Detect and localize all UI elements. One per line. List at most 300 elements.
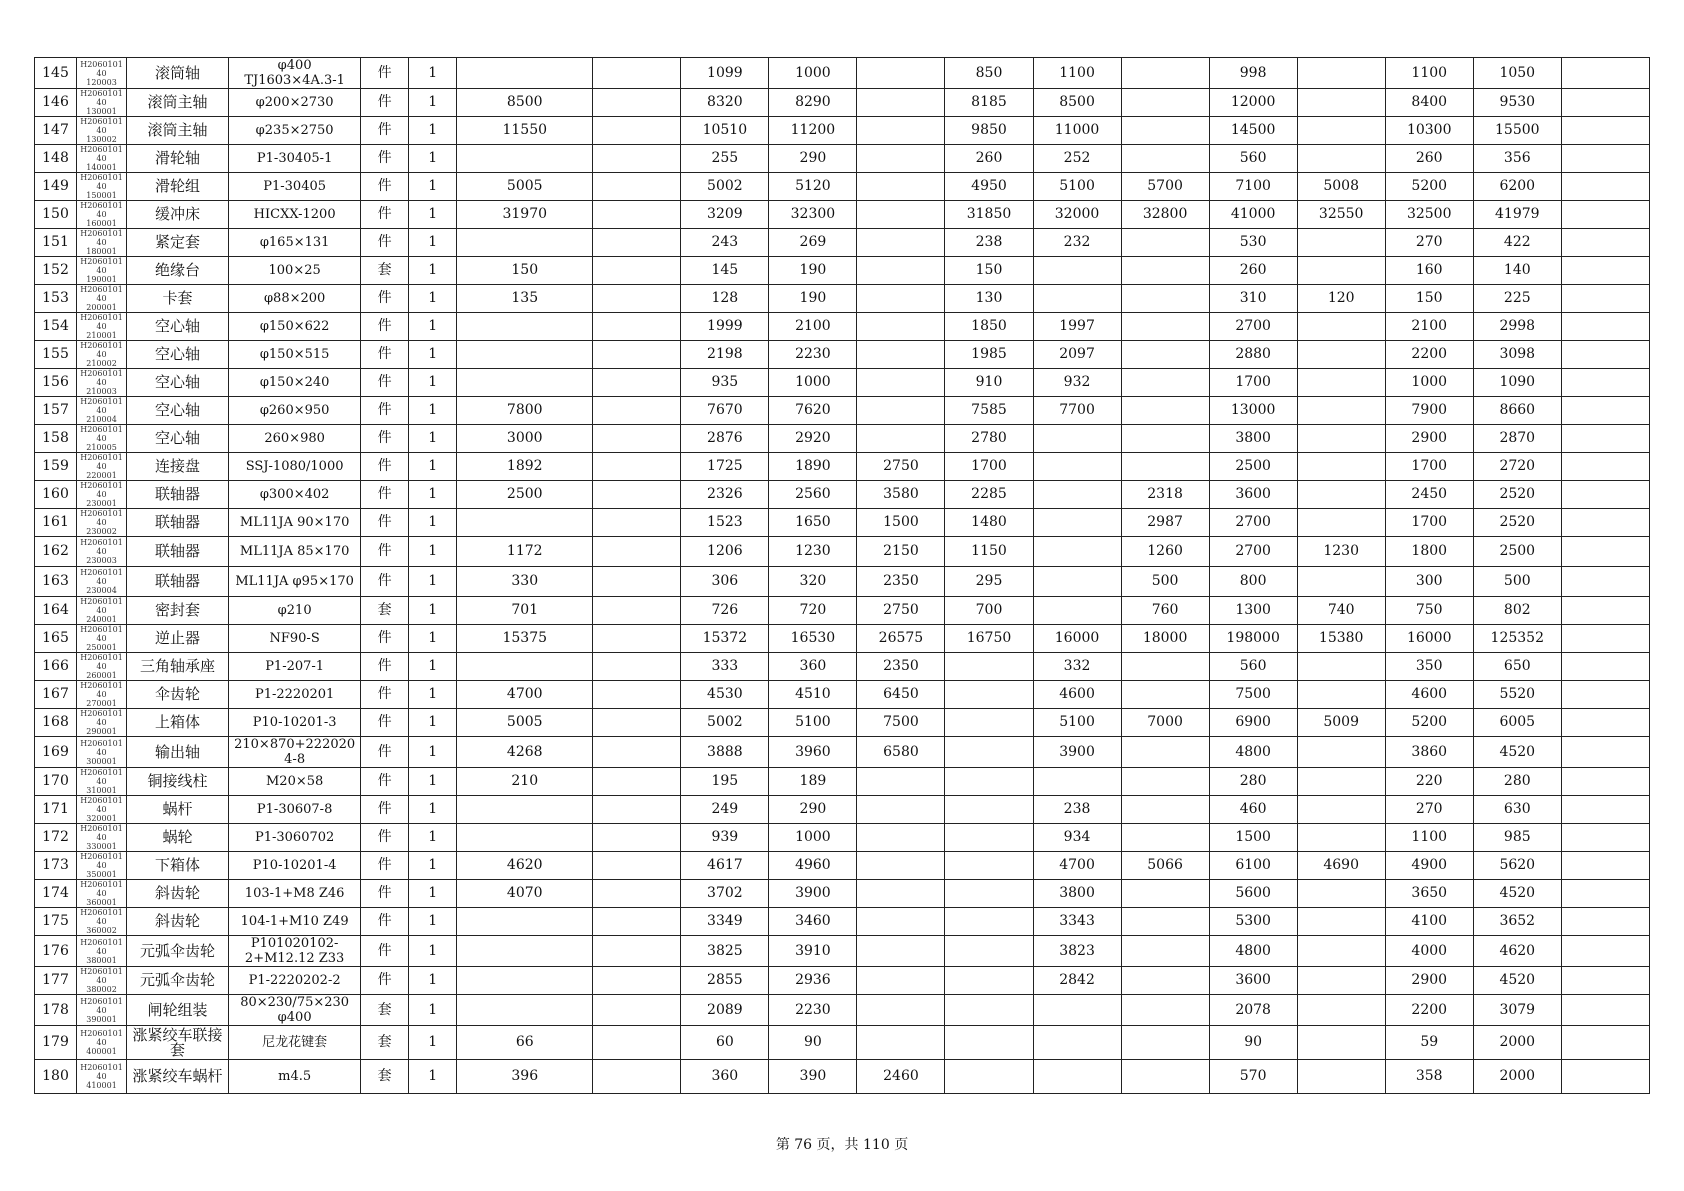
item-spec: φ165×131 bbox=[229, 229, 361, 257]
price-5: 2350 bbox=[857, 567, 945, 597]
price-2 bbox=[593, 796, 681, 824]
price-3: 7670 bbox=[681, 397, 769, 425]
item-spec: P1-2220201 bbox=[229, 681, 361, 709]
price-1: 11550 bbox=[457, 117, 593, 145]
price-7 bbox=[1033, 509, 1121, 537]
price-11: 3860 bbox=[1385, 737, 1473, 768]
item-unit: 件 bbox=[361, 653, 409, 681]
price-7 bbox=[1033, 995, 1121, 1026]
item-spec: P1-30405 bbox=[229, 173, 361, 201]
price-5 bbox=[857, 229, 945, 257]
price-3: 5002 bbox=[681, 709, 769, 737]
row-number: 155 bbox=[35, 341, 77, 369]
price-13 bbox=[1561, 509, 1649, 537]
item-code: H206010140 120003 bbox=[77, 58, 127, 89]
price-7: 3343 bbox=[1033, 908, 1121, 936]
price-11: 10300 bbox=[1385, 117, 1473, 145]
price-12: 4620 bbox=[1473, 936, 1561, 967]
price-5 bbox=[857, 313, 945, 341]
item-qty: 1 bbox=[409, 145, 457, 173]
item-code: H206010140 360001 bbox=[77, 880, 127, 908]
row-number: 179 bbox=[35, 1026, 77, 1060]
price-13 bbox=[1561, 852, 1649, 880]
item-name: 联轴器 bbox=[127, 537, 229, 567]
price-12: 8660 bbox=[1473, 397, 1561, 425]
price-12: 5620 bbox=[1473, 852, 1561, 880]
price-1 bbox=[457, 58, 593, 89]
price-10: 120 bbox=[1297, 285, 1385, 313]
price-2 bbox=[593, 737, 681, 768]
price-1: 2500 bbox=[457, 481, 593, 509]
price-2 bbox=[593, 537, 681, 567]
price-13 bbox=[1561, 313, 1649, 341]
item-name: 涨紧绞车蜗杆 bbox=[127, 1060, 229, 1094]
table-row bbox=[35, 824, 1650, 852]
price-2 bbox=[593, 257, 681, 285]
price-11: 1800 bbox=[1385, 537, 1473, 567]
price-8 bbox=[1121, 425, 1209, 453]
price-4: 3910 bbox=[769, 936, 857, 967]
price-5 bbox=[857, 173, 945, 201]
price-9: 41000 bbox=[1209, 201, 1297, 229]
price-6: 1850 bbox=[945, 313, 1033, 341]
table-row bbox=[35, 653, 1650, 681]
price-5 bbox=[857, 397, 945, 425]
price-3: 2326 bbox=[681, 481, 769, 509]
price-11: 2900 bbox=[1385, 425, 1473, 453]
price-7 bbox=[1033, 1026, 1121, 1060]
price-8 bbox=[1121, 1060, 1209, 1094]
item-unit: 件 bbox=[361, 567, 409, 597]
price-7 bbox=[1033, 257, 1121, 285]
item-qty: 1 bbox=[409, 597, 457, 625]
price-7 bbox=[1033, 425, 1121, 453]
price-1 bbox=[457, 995, 593, 1026]
footer-middle: 页，共 bbox=[816, 1137, 859, 1153]
table-row bbox=[35, 597, 1650, 625]
price-13 bbox=[1561, 201, 1649, 229]
item-name: 绝缘台 bbox=[127, 257, 229, 285]
price-6: 1480 bbox=[945, 509, 1033, 537]
item-qty: 1 bbox=[409, 852, 457, 880]
table-row bbox=[35, 880, 1650, 908]
price-13 bbox=[1561, 1060, 1649, 1094]
price-13 bbox=[1561, 341, 1649, 369]
price-7 bbox=[1033, 537, 1121, 567]
table-body bbox=[35, 58, 1650, 1094]
item-qty: 1 bbox=[409, 768, 457, 796]
table-row bbox=[35, 1026, 1650, 1060]
price-5 bbox=[857, 341, 945, 369]
item-qty: 1 bbox=[409, 481, 457, 509]
price-2 bbox=[593, 625, 681, 653]
item-spec: φ200×2730 bbox=[229, 89, 361, 117]
table-row bbox=[35, 936, 1650, 967]
price-10 bbox=[1297, 58, 1385, 89]
price-3: 333 bbox=[681, 653, 769, 681]
price-3: 935 bbox=[681, 369, 769, 397]
price-6 bbox=[945, 936, 1033, 967]
price-1: 1892 bbox=[457, 453, 593, 481]
item-code: H206010140 240001 bbox=[77, 597, 127, 625]
price-11: 59 bbox=[1385, 1026, 1473, 1060]
price-4: 2230 bbox=[769, 995, 857, 1026]
price-4: 3960 bbox=[769, 737, 857, 768]
price-2 bbox=[593, 709, 681, 737]
price-8 bbox=[1121, 89, 1209, 117]
item-spec: ML11JA 90×170 bbox=[229, 509, 361, 537]
table-row bbox=[35, 313, 1650, 341]
price-10 bbox=[1297, 967, 1385, 995]
price-8: 500 bbox=[1121, 567, 1209, 597]
price-4: 2230 bbox=[769, 341, 857, 369]
price-5 bbox=[857, 1026, 945, 1060]
price-6: 1700 bbox=[945, 453, 1033, 481]
price-6 bbox=[945, 653, 1033, 681]
row-number: 172 bbox=[35, 824, 77, 852]
item-code: H206010140 360002 bbox=[77, 908, 127, 936]
price-5 bbox=[857, 936, 945, 967]
item-code: H206010140 130002 bbox=[77, 117, 127, 145]
price-12: 422 bbox=[1473, 229, 1561, 257]
price-13 bbox=[1561, 453, 1649, 481]
price-11: 300 bbox=[1385, 567, 1473, 597]
item-spec: φ260×950 bbox=[229, 397, 361, 425]
price-12: 356 bbox=[1473, 145, 1561, 173]
price-8 bbox=[1121, 453, 1209, 481]
price-7 bbox=[1033, 597, 1121, 625]
price-1: 1172 bbox=[457, 537, 593, 567]
price-9: 1700 bbox=[1209, 369, 1297, 397]
item-code: H206010140 330001 bbox=[77, 824, 127, 852]
item-spec: P10-10201-3 bbox=[229, 709, 361, 737]
price-2 bbox=[593, 880, 681, 908]
price-12: 225 bbox=[1473, 285, 1561, 313]
row-number: 165 bbox=[35, 625, 77, 653]
price-5 bbox=[857, 58, 945, 89]
price-12: 650 bbox=[1473, 653, 1561, 681]
price-11: 4000 bbox=[1385, 936, 1473, 967]
table-row bbox=[35, 89, 1650, 117]
price-12: 2998 bbox=[1473, 313, 1561, 341]
item-spec: 80×230/75×230 φ400 bbox=[229, 995, 361, 1026]
price-7: 11000 bbox=[1033, 117, 1121, 145]
price-4: 2560 bbox=[769, 481, 857, 509]
row-number: 153 bbox=[35, 285, 77, 313]
item-spec: φ400 TJ1603×4A.3-1 bbox=[229, 58, 361, 89]
price-5 bbox=[857, 425, 945, 453]
price-3: 3209 bbox=[681, 201, 769, 229]
price-5: 26575 bbox=[857, 625, 945, 653]
price-9: 13000 bbox=[1209, 397, 1297, 425]
price-2 bbox=[593, 229, 681, 257]
price-10 bbox=[1297, 737, 1385, 768]
price-6 bbox=[945, 908, 1033, 936]
item-qty: 1 bbox=[409, 709, 457, 737]
price-7: 7700 bbox=[1033, 397, 1121, 425]
price-table bbox=[34, 57, 1650, 1094]
item-spec: HICXX-1200 bbox=[229, 201, 361, 229]
price-1: 15375 bbox=[457, 625, 593, 653]
item-code: H206010140 300001 bbox=[77, 737, 127, 768]
item-code: H206010140 210005 bbox=[77, 425, 127, 453]
item-qty: 1 bbox=[409, 257, 457, 285]
row-number: 167 bbox=[35, 681, 77, 709]
price-7: 16000 bbox=[1033, 625, 1121, 653]
price-8 bbox=[1121, 257, 1209, 285]
price-10 bbox=[1297, 481, 1385, 509]
price-11: 1100 bbox=[1385, 58, 1473, 89]
item-name: 密封套 bbox=[127, 597, 229, 625]
footer-prefix: 第 bbox=[775, 1137, 790, 1153]
price-13 bbox=[1561, 537, 1649, 567]
price-7: 2097 bbox=[1033, 341, 1121, 369]
item-unit: 件 bbox=[361, 481, 409, 509]
item-code: H206010140 230002 bbox=[77, 509, 127, 537]
price-5 bbox=[857, 89, 945, 117]
item-qty: 1 bbox=[409, 936, 457, 967]
item-unit: 套 bbox=[361, 257, 409, 285]
price-3: 1725 bbox=[681, 453, 769, 481]
item-unit: 件 bbox=[361, 824, 409, 852]
row-number: 170 bbox=[35, 768, 77, 796]
item-spec: 104-1+M10 Z49 bbox=[229, 908, 361, 936]
price-3: 15372 bbox=[681, 625, 769, 653]
price-4: 3460 bbox=[769, 908, 857, 936]
item-qty: 1 bbox=[409, 567, 457, 597]
price-1: 5005 bbox=[457, 709, 593, 737]
price-3: 306 bbox=[681, 567, 769, 597]
item-spec: 尼龙花键套 bbox=[229, 1026, 361, 1060]
table-row bbox=[35, 537, 1650, 567]
price-12: 2720 bbox=[1473, 453, 1561, 481]
table-row bbox=[35, 709, 1650, 737]
price-10 bbox=[1297, 89, 1385, 117]
item-qty: 1 bbox=[409, 397, 457, 425]
price-2 bbox=[593, 201, 681, 229]
price-8 bbox=[1121, 397, 1209, 425]
price-2 bbox=[593, 341, 681, 369]
row-number: 146 bbox=[35, 89, 77, 117]
price-12: 2000 bbox=[1473, 1026, 1561, 1060]
price-3: 128 bbox=[681, 285, 769, 313]
item-name: 缓冲床 bbox=[127, 201, 229, 229]
price-1: 4620 bbox=[457, 852, 593, 880]
table-row bbox=[35, 173, 1650, 201]
price-8 bbox=[1121, 653, 1209, 681]
price-9: 2700 bbox=[1209, 313, 1297, 341]
price-11: 358 bbox=[1385, 1060, 1473, 1094]
price-10 bbox=[1297, 313, 1385, 341]
price-8: 5066 bbox=[1121, 852, 1209, 880]
price-1: 210 bbox=[457, 768, 593, 796]
item-code: H206010140 160001 bbox=[77, 201, 127, 229]
price-7 bbox=[1033, 768, 1121, 796]
price-4: 4960 bbox=[769, 852, 857, 880]
table-row bbox=[35, 369, 1650, 397]
table-row bbox=[35, 625, 1650, 653]
item-spec: NF90-S bbox=[229, 625, 361, 653]
price-5: 1500 bbox=[857, 509, 945, 537]
row-number: 177 bbox=[35, 967, 77, 995]
price-9: 2700 bbox=[1209, 509, 1297, 537]
row-number: 161 bbox=[35, 509, 77, 537]
price-12: 630 bbox=[1473, 796, 1561, 824]
price-13 bbox=[1561, 397, 1649, 425]
row-number: 156 bbox=[35, 369, 77, 397]
item-unit: 件 bbox=[361, 737, 409, 768]
price-2 bbox=[593, 285, 681, 313]
table-row bbox=[35, 453, 1650, 481]
item-name: 三角轴承座 bbox=[127, 653, 229, 681]
row-number: 173 bbox=[35, 852, 77, 880]
price-12: 3652 bbox=[1473, 908, 1561, 936]
price-6: 295 bbox=[945, 567, 1033, 597]
price-13 bbox=[1561, 625, 1649, 653]
item-spec: φ300×402 bbox=[229, 481, 361, 509]
price-2 bbox=[593, 117, 681, 145]
price-11: 2900 bbox=[1385, 967, 1473, 995]
price-9: 998 bbox=[1209, 58, 1297, 89]
price-8: 5700 bbox=[1121, 173, 1209, 201]
price-6 bbox=[945, 824, 1033, 852]
price-8: 1260 bbox=[1121, 537, 1209, 567]
price-7: 3823 bbox=[1033, 936, 1121, 967]
price-3: 939 bbox=[681, 824, 769, 852]
price-3: 145 bbox=[681, 257, 769, 285]
item-code: H206010140 380001 bbox=[77, 936, 127, 967]
price-10 bbox=[1297, 341, 1385, 369]
item-name: 滑轮轴 bbox=[127, 145, 229, 173]
price-8 bbox=[1121, 824, 1209, 852]
item-code: H206010140 390001 bbox=[77, 995, 127, 1026]
price-5 bbox=[857, 145, 945, 173]
price-3: 243 bbox=[681, 229, 769, 257]
price-4: 189 bbox=[769, 768, 857, 796]
price-10: 5008 bbox=[1297, 173, 1385, 201]
item-spec: ML11JA 85×170 bbox=[229, 537, 361, 567]
item-name: 输出轴 bbox=[127, 737, 229, 768]
item-name: 涨紧绞车联接 套 bbox=[127, 1026, 229, 1060]
price-5 bbox=[857, 852, 945, 880]
price-6 bbox=[945, 681, 1033, 709]
price-4: 320 bbox=[769, 567, 857, 597]
price-5: 2750 bbox=[857, 597, 945, 625]
price-8 bbox=[1121, 285, 1209, 313]
price-1 bbox=[457, 908, 593, 936]
item-unit: 套 bbox=[361, 995, 409, 1026]
item-spec: P1-3060702 bbox=[229, 824, 361, 852]
price-9: 90 bbox=[1209, 1026, 1297, 1060]
price-3: 255 bbox=[681, 145, 769, 173]
item-spec: ML11JA φ95×170 bbox=[229, 567, 361, 597]
price-12: 125352 bbox=[1473, 625, 1561, 653]
price-6: 260 bbox=[945, 145, 1033, 173]
price-6 bbox=[945, 1026, 1033, 1060]
item-qty: 1 bbox=[409, 89, 457, 117]
item-name: 空心轴 bbox=[127, 341, 229, 369]
price-8 bbox=[1121, 369, 1209, 397]
price-9: 1500 bbox=[1209, 824, 1297, 852]
price-7 bbox=[1033, 1060, 1121, 1094]
row-number: 174 bbox=[35, 880, 77, 908]
price-7: 252 bbox=[1033, 145, 1121, 173]
price-2 bbox=[593, 453, 681, 481]
price-11: 1700 bbox=[1385, 453, 1473, 481]
price-1 bbox=[457, 369, 593, 397]
footer-suffix: 页 bbox=[894, 1137, 909, 1153]
price-7: 1997 bbox=[1033, 313, 1121, 341]
item-name: 联轴器 bbox=[127, 509, 229, 537]
price-6 bbox=[945, 709, 1033, 737]
price-6: 910 bbox=[945, 369, 1033, 397]
footer-total-pages: 110 bbox=[863, 1137, 890, 1153]
item-code: H206010140 410001 bbox=[77, 1060, 127, 1094]
price-7: 3800 bbox=[1033, 880, 1121, 908]
item-name: 空心轴 bbox=[127, 425, 229, 453]
price-2 bbox=[593, 995, 681, 1026]
price-2 bbox=[593, 509, 681, 537]
price-13 bbox=[1561, 145, 1649, 173]
price-3: 10510 bbox=[681, 117, 769, 145]
price-6 bbox=[945, 1060, 1033, 1094]
price-2 bbox=[593, 1060, 681, 1094]
item-code: H206010140 150001 bbox=[77, 173, 127, 201]
item-name: 斜齿轮 bbox=[127, 908, 229, 936]
item-unit: 件 bbox=[361, 936, 409, 967]
price-4: 2936 bbox=[769, 967, 857, 995]
price-8 bbox=[1121, 341, 1209, 369]
price-4: 3900 bbox=[769, 880, 857, 908]
price-11: 7900 bbox=[1385, 397, 1473, 425]
price-12: 5520 bbox=[1473, 681, 1561, 709]
item-qty: 1 bbox=[409, 681, 457, 709]
price-9: 530 bbox=[1209, 229, 1297, 257]
price-1 bbox=[457, 313, 593, 341]
item-code: H206010140 380002 bbox=[77, 967, 127, 995]
price-13 bbox=[1561, 653, 1649, 681]
price-7: 934 bbox=[1033, 824, 1121, 852]
item-name: 连接盘 bbox=[127, 453, 229, 481]
price-4: 1890 bbox=[769, 453, 857, 481]
price-10 bbox=[1297, 796, 1385, 824]
item-qty: 1 bbox=[409, 653, 457, 681]
price-10 bbox=[1297, 509, 1385, 537]
price-7 bbox=[1033, 481, 1121, 509]
price-11: 350 bbox=[1385, 653, 1473, 681]
item-unit: 件 bbox=[361, 369, 409, 397]
price-13 bbox=[1561, 936, 1649, 967]
item-name: 闸轮组装 bbox=[127, 995, 229, 1026]
item-code: H206010140 400001 bbox=[77, 1026, 127, 1060]
price-3: 726 bbox=[681, 597, 769, 625]
price-5: 6580 bbox=[857, 737, 945, 768]
item-unit: 件 bbox=[361, 852, 409, 880]
price-4: 11200 bbox=[769, 117, 857, 145]
price-1: 701 bbox=[457, 597, 593, 625]
price-11: 2450 bbox=[1385, 481, 1473, 509]
item-unit: 件 bbox=[361, 89, 409, 117]
price-9: 3800 bbox=[1209, 425, 1297, 453]
price-9: 2700 bbox=[1209, 537, 1297, 567]
item-qty: 1 bbox=[409, 537, 457, 567]
price-7: 238 bbox=[1033, 796, 1121, 824]
price-8: 2987 bbox=[1121, 509, 1209, 537]
item-code: H206010140 290001 bbox=[77, 709, 127, 737]
price-10 bbox=[1297, 824, 1385, 852]
price-10: 740 bbox=[1297, 597, 1385, 625]
price-2 bbox=[593, 967, 681, 995]
